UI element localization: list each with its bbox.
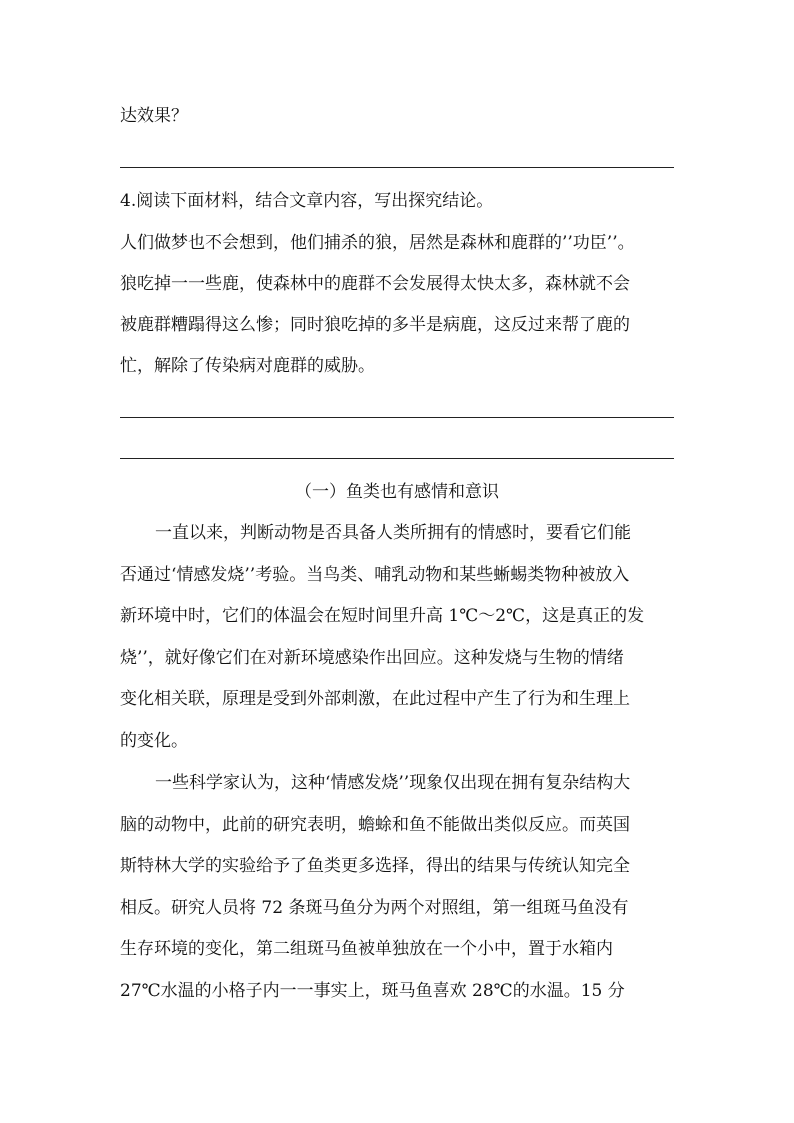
article-title: （一）鱼类也有感情和意识	[295, 482, 499, 502]
question3-tail-text: 达效果？	[120, 106, 188, 126]
paragraph-line: 相反。研究人员将 72 条斑马鱼分为两个对照组，第一组斑马鱼没有	[120, 898, 629, 918]
material-line: 忙，解除了传染病对鹿群的威胁。	[120, 356, 375, 376]
paragraph-line: 生存环境的变化，第二组斑马鱼被单独放在一个小中，置于水箱内	[120, 939, 613, 959]
paragraph-line: 的变化。	[120, 731, 188, 751]
question4-prompt: 4.阅读下面材料，结合文章内容，写出探究结论。	[120, 191, 494, 211]
paragraph-line: 新环境中时，它们的体温会在短时间里升高 1℃～2℃，这是真正的发	[120, 606, 645, 626]
paragraph-line: 一些科学家认为，这种‘情感发烧’’现象仅出现在拥有复杂结构大	[155, 773, 631, 793]
paragraph-line: 变化相关联，原理是受到外部刺激，在此过程中产生了行为和生理上	[120, 689, 630, 709]
paragraph-line: 一直以来，判断动物是否具备人类所拥有的情感时，要看它们能	[155, 523, 631, 543]
material-line: 被鹿群糟蹋得这么惨；同时狼吃掉的多半是病鹿，这反过来帮了鹿的	[120, 315, 630, 335]
paragraph-line: 27℃水温的小格子内一一事实上，斑马鱼喜欢 28℃的水温。15 分	[120, 981, 625, 1001]
answer-line	[120, 417, 674, 418]
answer-line	[120, 167, 674, 168]
paragraph-line: 斯特林大学的实验给予了鱼类更多选择，得出的结果与传统认知完全	[120, 856, 630, 876]
paragraph-line: 烧’’，就好像它们在对新环境感染作出回应。这种发烧与生物的情绪	[120, 648, 624, 668]
paragraph-line: 否通过‘情感发烧’’考验。当鸟类、哺乳动物和某些蜥蜴类物种被放入	[120, 565, 630, 585]
answer-line	[120, 458, 674, 459]
material-line: 狼吃掉一一些鹿，使森林中的鹿群不会发展得太快太多，森林就不会	[120, 274, 630, 294]
material-line: 人们做梦也不会想到，他们捕杀的狼，居然是森林和鹿群的’’功臣’’。	[120, 233, 635, 253]
paragraph-line: 脑的动物中，此前的研究表明，蟾蜍和鱼不能做出类似反应。而英国	[120, 815, 630, 835]
